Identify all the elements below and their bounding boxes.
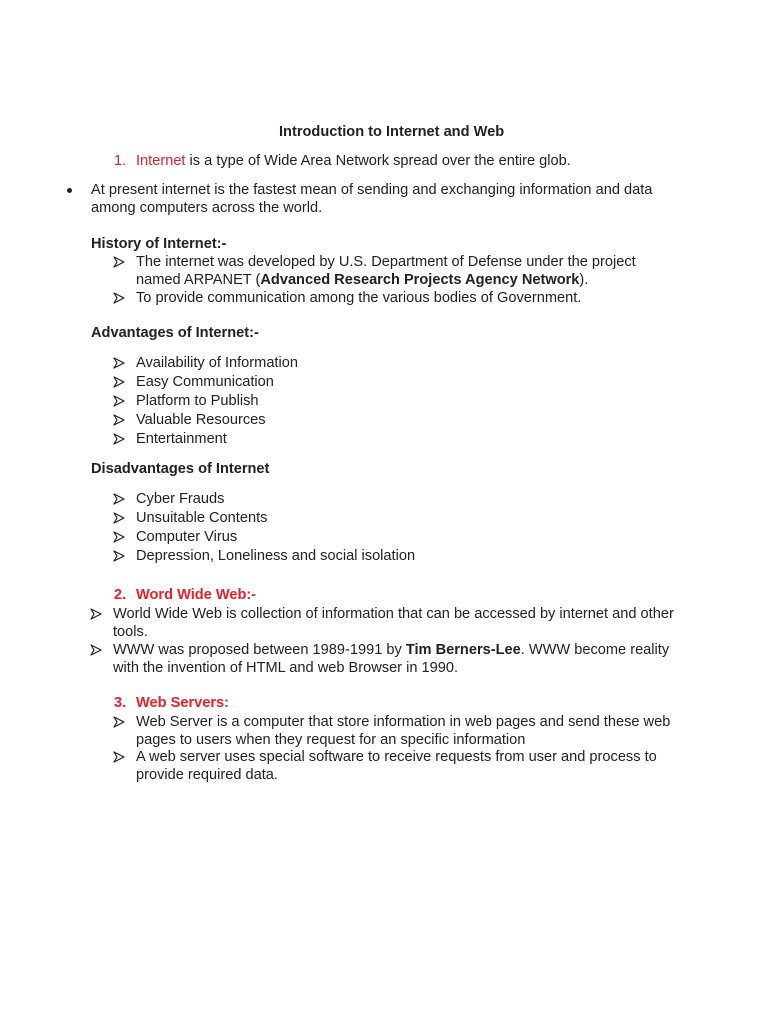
advantages-heading: Advantages of Internet:- [91,325,259,341]
section-2-number: 2. [114,587,127,603]
arrow-bullet-icon [113,395,125,407]
server-item-2-line-1: A web server uses special software to receive requests from user and process to [136,749,657,765]
tim-berners-lee: Tim Berners-Lee [405,642,521,658]
server-item-1-line-1: Web Server is a computer that store information in web pages and send these web [136,714,671,730]
arrow-bullet-icon [113,716,125,728]
arrow-bullet-icon [90,644,102,656]
section-3-heading: Web Servers: [136,695,230,711]
arrow-bullet-icon [113,550,125,562]
arrow-bullet-icon [113,376,125,388]
arrow-bullet-icon [113,751,125,763]
bullet-line-1: At present internet is the fastest mean of sending and exchanging information and data [91,182,653,198]
arrow-bullet-icon [113,531,125,543]
arrow-bullet-icon [113,414,125,426]
section-2-heading: Word Wide Web:- [136,587,257,603]
www-reality-text: . WWW become reality [520,642,670,658]
advantages-item: Easy Communication [136,374,274,390]
advantages-item: Availability of Information [136,355,298,371]
section-3-number: 3. [114,695,127,711]
history-item-1-line-2 [136,271,588,289]
server-item-2-line-2: provide required data. [136,767,278,783]
arpanet-suffix: ). [579,272,589,288]
arrow-bullet-icon [113,292,125,304]
advantages-item: Platform to Publish [136,393,259,409]
www-item-1-line-2: tools. [113,624,148,640]
disadvantages-heading: Disadvantages of Internet [91,461,270,477]
arpanet-prefix: named ARPANET ( [136,272,261,288]
arpanet-full-name: Advanced Research Projects Agency Network [260,272,580,288]
history-item-1-line-1: The internet was developed by U.S. Department of Defense under the project [136,254,636,270]
www-item-2-line-2: with the invention of HTML and web Browser in 1990. [113,660,459,676]
arrow-bullet-icon [113,256,125,268]
bullet-line-2: among computers across the world. [91,200,323,216]
www-item-1-line-1: World Wide Web is collection of information that can be accessed by internet and other [113,606,674,622]
advantages-item: Entertainment [136,431,227,447]
history-item-2: To provide communication among the various bodies of Government. [136,290,582,306]
disadvantages-item: Unsuitable Contents [136,510,268,526]
arrow-bullet-icon [113,493,125,505]
arrow-bullet-icon [90,608,102,620]
arrow-bullet-icon [113,357,125,369]
disadvantages-item: Cyber Frauds [136,491,225,507]
arrow-bullet-icon [113,512,125,524]
advantages-item: Valuable Resources [136,412,266,428]
section-1-text [136,152,571,170]
disadvantages-item: Computer Virus [136,529,238,545]
www-item-2-line-1 [113,641,669,659]
disadvantages-item: Depression, Loneliness and social isolation [136,548,416,564]
internet-definition: is a type of Wide Area Network spread over the entire glob. [185,153,571,169]
section-1-number: 1. [114,153,127,169]
document-title: Introduction to Internet and Web [279,124,505,140]
internet-keyword: Internet [136,153,186,169]
server-item-1-line-2: pages to users when they request for an specific information [136,732,526,748]
bullet-dot-icon [67,188,72,193]
arrow-bullet-icon [113,433,125,445]
www-proposed-text: WWW was proposed between 1989-1991 by [113,642,406,658]
history-heading: History of Internet:- [91,236,227,252]
